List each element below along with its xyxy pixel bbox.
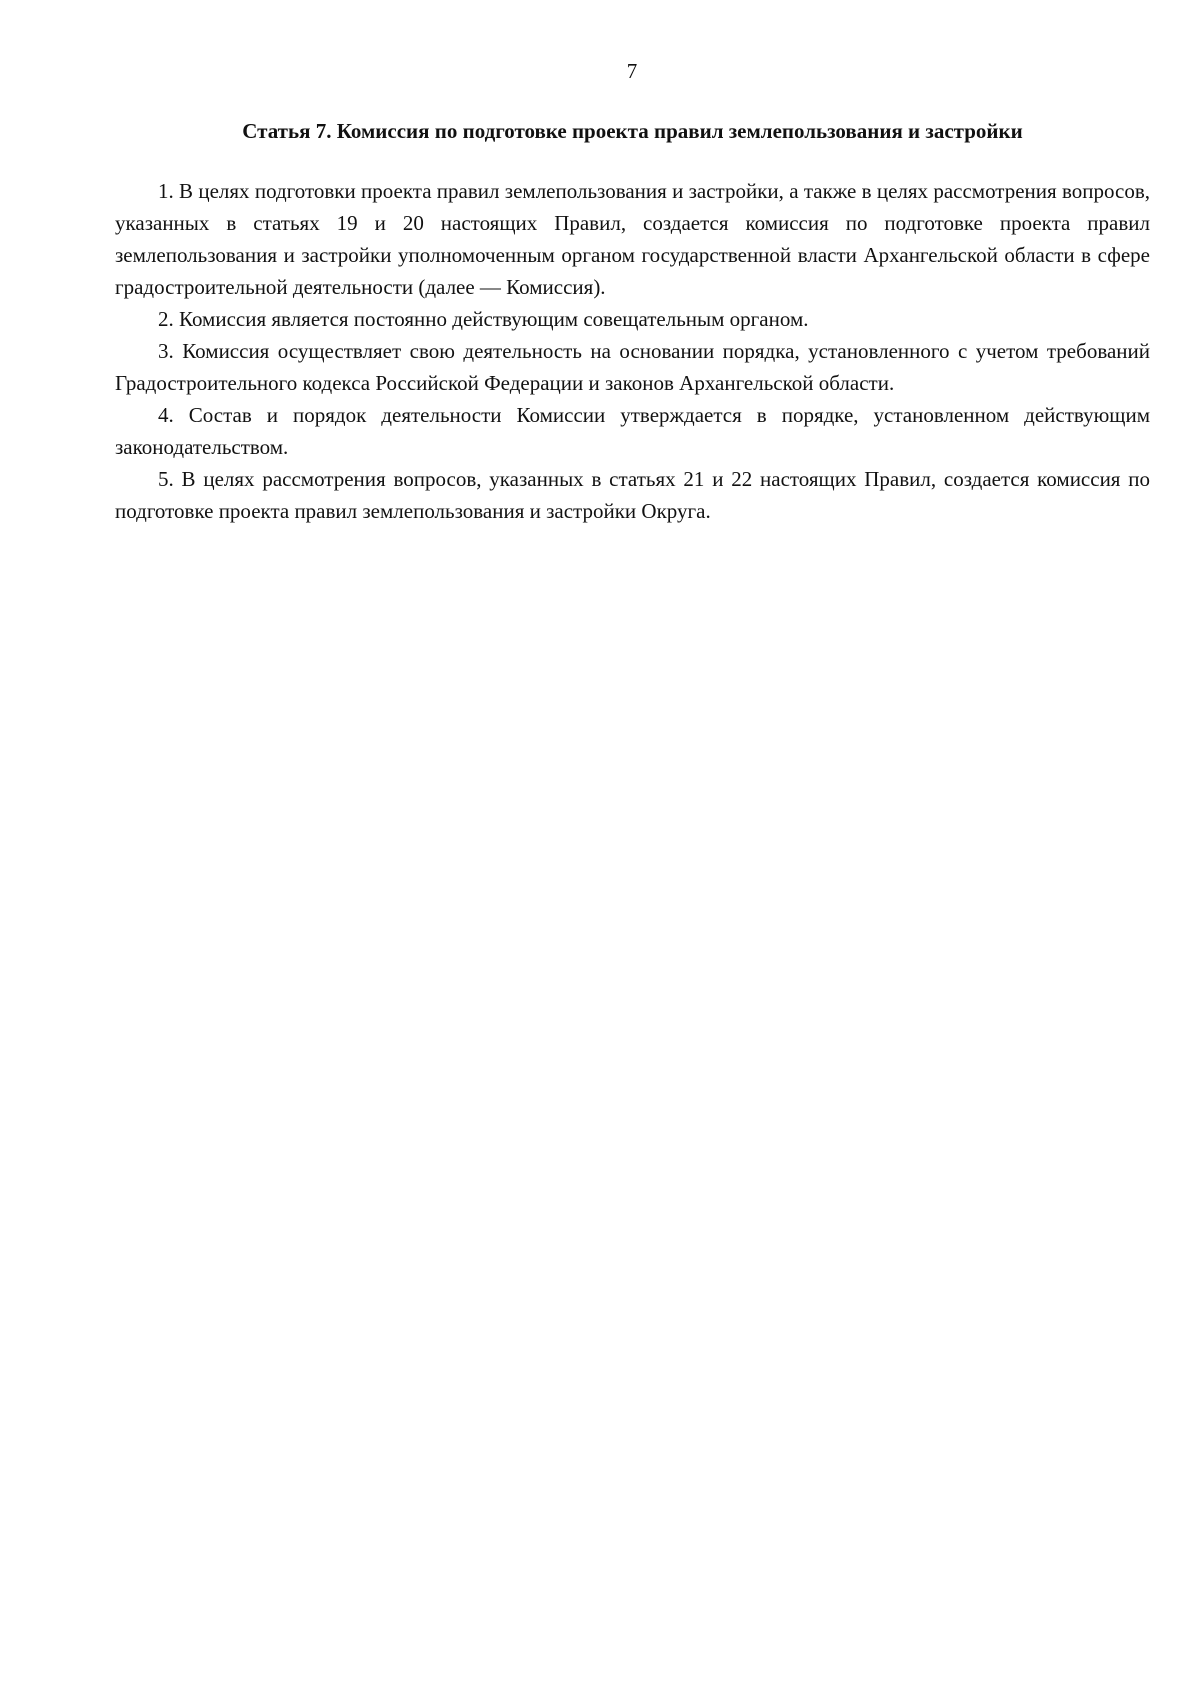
paragraph-1: 1. В целях подготовки проекта правил землепользования и застройки, а также в целях рассмотрения вопросов, указанных в статьях 19 и 20 настоящих Правил, создается комиссия по подготовке проекта правил землепользования и застройки уполномоченным органом государственной власти Архангельской области в сфере градостроительной деятельности (далее — Комиссия). (115, 179, 1150, 299)
page-number: 7 (626, 59, 638, 83)
paragraph-4: 4. Состав и порядок деятельности Комиссии утверждается в порядке, установленном действующим законодательством. (115, 403, 1150, 459)
paragraph-2: 2. Комиссия является постоянно действующим совещательным органом. (158, 307, 809, 331)
paragraph-3: 3. Комиссия осуществляет свою деятельность на основании порядка, установленного с учетом требований Градостроительного кодекса Российской Федерации и законов Архангельской области. (115, 339, 1150, 395)
article-body (115, 175, 1150, 527)
article-title: Статья 7. Комиссия по подготовке проекта правил землепользования и застройки (242, 119, 1023, 143)
paragraph-5: 5. В целях рассмотрения вопросов, указанных в статьях 21 и 22 настоящих Правил, создается комиссия по подготовке проекта правил землепользования и застройки Округа. (115, 467, 1150, 523)
